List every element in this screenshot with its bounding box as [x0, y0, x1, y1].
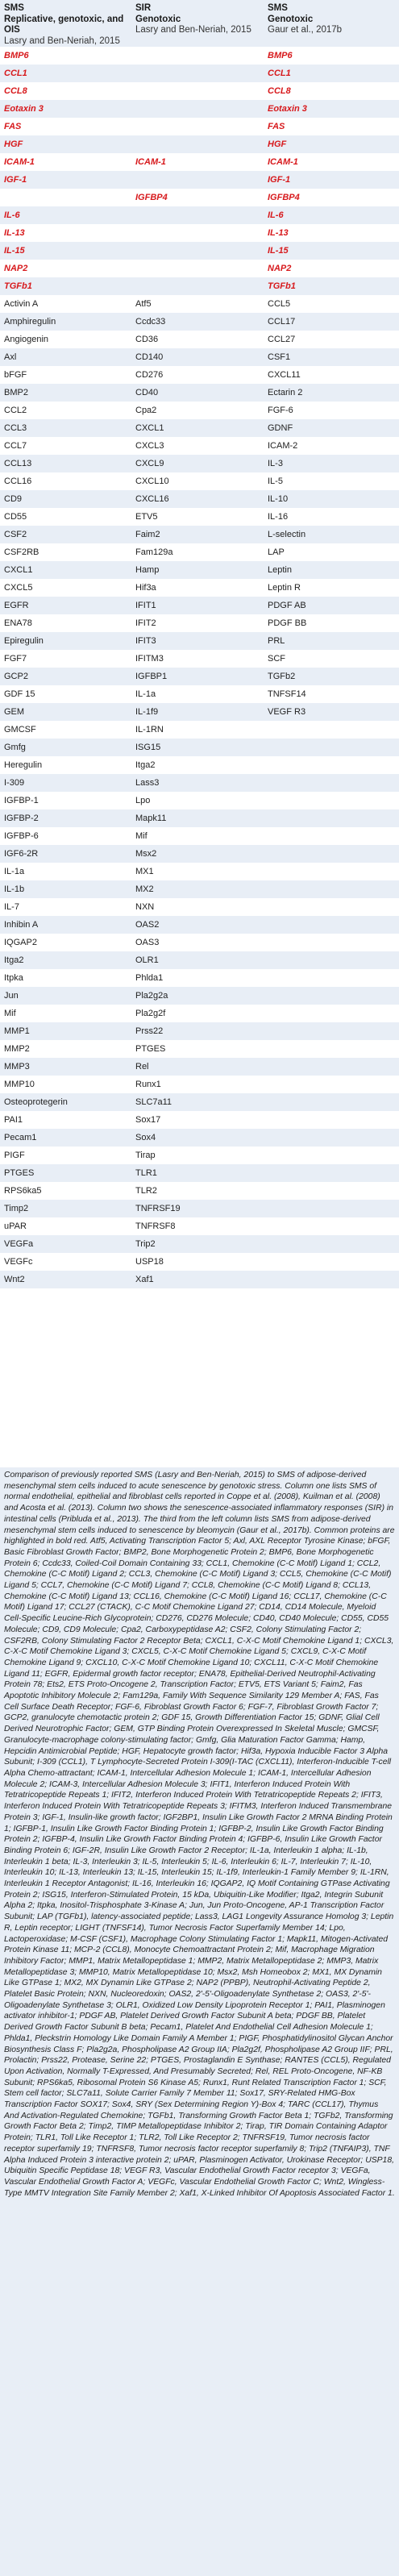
table-cell-col-1: PIGF [4, 1151, 25, 1160]
table-cell-col-2 [135, 118, 260, 135]
table-cell-col-1: bFGF [4, 370, 27, 380]
table-cell-col-3: VEGF R3 [268, 707, 306, 717]
table-row [0, 100, 399, 118]
table-cell-col-3: SCF [268, 654, 285, 664]
table-cell-col-3: TNFSF14 [268, 689, 306, 699]
table-cell-col-3: IGFBP4 [268, 193, 300, 202]
table-cell-col-2: PTGES [135, 1044, 166, 1054]
table-row [0, 650, 399, 668]
table-cell-col-2: Xaf1 [135, 1275, 154, 1284]
table-cell-col-3: CCL17 [268, 317, 296, 327]
table-cell-col-1: HGF [4, 139, 23, 149]
table-cell-col-3: Eotaxin 3 [268, 104, 307, 114]
table-cell-col-2 [135, 65, 260, 82]
table-row [0, 384, 399, 402]
table-body [0, 47, 399, 1288]
table-cell-col-3 [268, 792, 397, 809]
table-row [0, 1147, 399, 1164]
table-cell-col-2: ICAM-1 [135, 157, 166, 167]
table-row [0, 827, 399, 845]
table-cell-col-3: CCL8 [268, 86, 291, 96]
table-cell-col-2: TLR1 [135, 1168, 157, 1178]
table-cell-col-3: ICAM-2 [268, 441, 298, 451]
table-cell-col-3 [268, 863, 397, 880]
table-header [0, 0, 399, 47]
table-row [0, 863, 399, 880]
table-caption [0, 1467, 399, 2576]
table-cell-col-2: Lass3 [135, 778, 160, 788]
table-cell-col-3 [268, 1253, 397, 1271]
table-row [0, 1200, 399, 1217]
table-cell-col-3: CSF1 [268, 352, 291, 362]
table-row [0, 916, 399, 934]
table-cell-col-2: NXN [135, 902, 155, 912]
table-cell-col-2 [135, 82, 260, 100]
table-cell-col-3 [268, 809, 397, 827]
table-cell-col-1: MMP10 [4, 1080, 35, 1089]
table-cell-col-1: Mif [4, 1009, 16, 1018]
table-cell-col-3: IL-3 [268, 459, 283, 468]
table-row [0, 1182, 399, 1200]
table-cell-col-3 [268, 1111, 397, 1129]
table-cell-col-3: IL-15 [268, 246, 289, 256]
table-cell-col-3: IGF-1 [268, 175, 291, 185]
table-cell-col-3 [268, 827, 397, 845]
table-cell-col-2: Hamp [135, 565, 160, 575]
table-cell-col-3 [268, 1164, 397, 1182]
table-cell-col-1: MMP1 [4, 1026, 30, 1036]
table-cell-col-1: IL-1b [4, 884, 25, 894]
table-cell-col-2: Sox4 [135, 1133, 156, 1142]
table-cell-col-2: Msx2 [135, 849, 157, 859]
table-cell-col-2: TLR2 [135, 1186, 157, 1196]
table-row [0, 1076, 399, 1093]
table-row [0, 331, 399, 348]
table-cell-col-3 [268, 1040, 397, 1058]
table-cell-col-3: ICAM-1 [268, 157, 298, 167]
table-cell-col-3 [268, 1058, 397, 1076]
table-row [0, 934, 399, 951]
table-row [0, 561, 399, 579]
table-cell-col-3: PDGF AB [268, 601, 306, 610]
table-cell-col-3 [268, 1217, 397, 1235]
table-cell-col-1: Eotaxin 3 [4, 104, 44, 114]
table-cell-col-3: Leptin [268, 565, 292, 575]
table-row [0, 526, 399, 543]
table-row [0, 1271, 399, 1288]
table-cell-col-1: Itga2 [4, 955, 24, 965]
table-cell-col-3: HGF [268, 139, 287, 149]
table-cell-col-3 [268, 845, 397, 863]
table-cell-col-3: TGFb2 [268, 672, 296, 681]
table-row [0, 845, 399, 863]
header-col-1 [4, 3, 129, 47]
table-cell-col-3: CCL27 [268, 335, 296, 344]
header-col-2-source: Lasry and Ben-Neriah, 2015 [135, 25, 251, 35]
table-cell-col-2: IL-1RN [135, 725, 164, 735]
table-cell-col-1: IL-15 [4, 246, 25, 256]
table-cell-col-1: CCL8 [4, 86, 27, 96]
table-cell-col-1: CCL13 [4, 459, 32, 468]
table-row [0, 437, 399, 455]
table-cell-col-3 [268, 987, 397, 1005]
table-cell-col-1: Osteoprotegerin [4, 1097, 68, 1107]
table-cell-col-3 [268, 756, 397, 774]
table-cell-col-1: CD9 [4, 494, 23, 504]
table-cell-col-2: IL-1a [135, 689, 156, 699]
table-row [0, 82, 399, 100]
table-cell-col-3: NAP2 [268, 264, 292, 273]
table-cell-col-1: CCL3 [4, 423, 27, 433]
table-cell-col-3 [268, 1200, 397, 1217]
table-cell-col-2: CD40 [135, 388, 159, 397]
table-cell-col-2: IFIT3 [135, 636, 156, 646]
table-cell-col-2: Atf5 [135, 299, 152, 309]
table-row [0, 277, 399, 295]
table-cell-col-3: TGFb1 [268, 281, 296, 291]
table-cell-col-3 [268, 898, 397, 916]
table-cell-col-2: ISG15 [135, 743, 161, 752]
table-cell-col-1: FAS [4, 122, 22, 131]
table-row [0, 1058, 399, 1076]
table-cell-col-2: Ccdc33 [135, 317, 166, 327]
table-cell-col-3: PRL [268, 636, 285, 646]
table-row [0, 898, 399, 916]
table-row [0, 1005, 399, 1022]
header-col-2 [135, 3, 260, 36]
table-row [0, 348, 399, 366]
table-row [0, 206, 399, 224]
table-row [0, 490, 399, 508]
table-cell-col-1: Jun [4, 991, 19, 1001]
header-col-3-source: Gaur et al., 2017b [268, 25, 343, 35]
table-row [0, 118, 399, 135]
table-cell-col-2: Phlda1 [135, 973, 164, 983]
table-cell-col-1: Wnt2 [4, 1275, 25, 1284]
table-cell-col-3 [268, 934, 397, 951]
table-row [0, 171, 399, 189]
table-cell-col-1: VEGFa [4, 1239, 34, 1249]
table-cell-col-2: Pla2g2a [135, 991, 168, 1001]
table-row [0, 419, 399, 437]
table-cell-col-2: CD140 [135, 352, 164, 362]
table-row [0, 1093, 399, 1111]
table-cell-col-3 [268, 1235, 397, 1253]
table-cell-col-1: Axl [4, 352, 17, 362]
table-cell-col-1: ENA78 [4, 618, 32, 628]
table-cell-col-3 [268, 739, 397, 756]
table-cell-col-1 [4, 189, 129, 206]
header-col-2-subtitle: Genotoxic [135, 14, 181, 24]
table-cell-col-2: Sox17 [135, 1115, 161, 1125]
table-row [0, 987, 399, 1005]
table-cell-col-2: IGFBP4 [135, 193, 168, 202]
table-cell-col-1: uPAR [4, 1221, 27, 1231]
table-cell-col-3 [268, 1076, 397, 1093]
table-cell-col-3: LAP [268, 547, 285, 557]
table-row [0, 1253, 399, 1271]
table-cell-col-2: TNFRSF8 [135, 1221, 176, 1231]
table-row [0, 951, 399, 969]
caption-text: Comparison of previously reported SMS (Lasry and Ben-Neriah, 2015) to SMS of adipose-derived mesenchymal stem cells induced to acute senescence by genotoxic stress. Column one lists SMS of normal endothelial, epithelial and fibroblast cells reported in Coppe et al. (2008), Kuilman et al. (2008) and Acosta et al. (2013). Column two shows the senescence-associated inflammatory responses (SIR) in intestinal cells (Pribluda et al., 2013). The third from the left column lists SMS from adipose-derived mesenchymal stem cells induced to senescence by bleomycin (Gaur et al., 2017b). Common proteins are highlighted in bold red. Atf5, Activating Transcription Factor 5; Axl, AXL Receptor Tyrosine Kinase; bFGF, Basic Fibroblast Growth Factor; BMP2, Bone Morphogenetic Protein 2; BMP6, Bone Morphogenetic Protein 6; Ccdc33, Coiled-Coil Domain Containing 33; CCL1, Chemokine (C-C Motif) Ligand 1; CCL2, Chemokine (C-C Motif) Ligand 2; CCL3, Chemokine (C-C Motif) Ligand 3; CCL5, Chemokine (C-C Motif) Ligand 5; CCL7, Chemokine (C-C Motif) Ligand 7; CCL8, Chemokine (C-C Motif) Ligand 8; CCL13, Chemokine (C-C Motif) Ligand 13; CCL16, Chemokine (C-C Motif) Ligand 16; CCL17, Chemokine (C-C Motif) Ligand 17; CCL27 (CTACK), C-C Motif Chemokine Ligand 27; CD14, CD14 Molecule, Myeloid Cell-Specific Leucine-Rich Glycoprotein; CD276, CD276 Molecule; CD40, CD40 Molecule; CD55, CD55 Molecule; CD9, CD9 Molecule; Cpa2, Carboxypeptidase A2; CSF2, Colony Stimulating Factor 2; CSF2RB, Colony Stimulating Factor 2 Receptor Beta; CXCL1, C-X-C Motif Chemokine Ligand 1; CXCL3, C-X-C Motif Chemokine Ligand 3; CXCL5, C-X-C Motif Chemokine Ligand 5; CXCL9, C-X-C Motif Chemokine Ligand 9; CXCL10, C-X-C Motif Chemokine Ligand 10; CXCL11, C-X-C Motif Chemokine Ligand 11; EGFR, Epidermal growth factor receptor; ENA78, Epithelial-Derived Neutrophil-Activating Protein 78; Ets2, ETS Proto-Oncogene 2, Transcription Factor; ETV5, ETS Variant 5; Faim2, Fas Apoptotic Inhibitory Molecule 2; Fam129a, Family With Sequence Similarity 129 Member A; FAS, Fas Cell Surface Death Receptor; FGF-6, Fibroblast Growth Factor 6; FGF-7, Fibroblast Growth Factor 7; GCP2, granulocyte chemotactic protein 2; GDF 15, Growth Differentiation Factor 15; GDNF, Glial Cell Derived Neurotrophic Factor; GEM, GTP Binding Protein Overexpressed In Skeletal Muscle; GMCSF, Granulocyte-macrophage colony-stimulating factor; Gmfg, Glia Maturation Factor Gamma; Hamp, Hepcidin Antimicrobial Peptide; HGF, Hepatocyte growth factor; Hif3a, Hypoxia Inducible Factor 3 Alpha Subunit; I-309 (CCL1), T Lymphocyte-Secreted Protein I-309(I-TAC (CXCL11), Interferon-Inducible T-cell Alpha Chemo-attractant; ICAM-1, Intercellular Adhesion Molecule 1; ICAM-1, Intercellular Adhesion Molecule 2; ICAM-3, Intercellular Adhesion Molecule 3; IFIT1, Interferon Induced Protein With Tetratricopeptide Repeats 1; IFIT2, Interferon Induced Protein With Tetratricopeptide Repeats 2; IFIT3, Interferon Induced Protein With Tetratricopeptide Repeats 3; IFITM3, Interferon Induced Transmembrane Protein 3; IGF-1, Insulin-like growth factor; IGF2BP1, Insulin Like Growth Factor 2 MRNA Binding Protein 1; IGFBP-1, Insulin Like Growth Factor Binding Protein 1; IGFBP-2, Insulin Like Growth Factor Binding Protein 2; IGFBP-4, Insulin Like Growth Factor Binding Protein 4; IGFBP-6, Insulin Like Growth Factor Binding Protein 6; IGF-2R, Insulin Like Growth Factor 2 Receptor; IL-1a, Interleukin 1 alpha; IL-1b, Interleukin 1 beta; IL-3, Interleukin 3; IL-5, Interleukin 5; IL-6, Interleukin 6; IL-7, Interleukin 7; IL-10, Interleukin 10; IL-13, Interleukin 13; IL-15, Interleukin 15; IL-1f9, Interleukin-1 Family Member 9; IL-1RN, Interleukin 1 Receptor Antagonist; IL-16, Interleukin 16; IQGAP2, IQ Motif Containing GTPase Activating Protein 2; ISG15, Interferon-Stimulated Protein, 15 kDa, Ubiquitin-Like Modifier; Itga2, Integrin Subunit Alpha 2; Itpka, Inositol-Trisphosphate 3-Kinase A; Jun, Jun Proto-Oncogene, AP-1 Transcription Factor Subunit; LAP (TGFb1), latency-associated peptide; Lass3, LAG1 Longevity Assurance Homolog 3; Leptin R, Leptin receptor; LIGHT (TNFSF14), Tumor Necrosis Factor Superfamily Member 14; Lpo, Lactoperoxidase; M-CSF (CSF1), Macrophage Colony Stimulating Factor 1; Mapk11, Mitogen-Activated Protein Kinase 11; MCP-2 (CCL8), Monocyte Chemoattractant Protein 2; Mif, Macrophage Migration Inhibitory Factor; MMP1, Matrix Metallopeptidase 1; MMP2, Matrix Metallopeptidase 2; MMP3, Matrix Metallopeptidase 3; MMP10, Matrix Metallopeptidase 10; Msx2, Msh Homeobox 2; MX1, MX Dynamin Like GTPase 1; MX2, MX Dynamin Like GTPase 2; NAP2 (PPBP), Neutrophil-Activating Peptide 2, Platelet Basic Protein; NXN, Nucleoredoxin; OAS2, 2'-5'-Oligoadenylate Synthetase 2; OAS3, 2'-5'-Oligoadenylate Synthetase 3; OLR1, Oxidized Low Density Lipoprotein Receptor 1; PAI1, Plasminogen activator inhibitor-1; PDGF AB, Platelet Derived Growth Factor Subunit A beta; PDGF BB, Platelet Derived Growth Factor Subunit B beta; Pecam1, Platelet And Endothelial Cell Adhesion Molecule 1; Phlda1, Pleckstrin Homology Like Domain Family A Member 1; PIGF, Phosphatidylinositol Glycan Anchor Biosynthesis Class F; Pla2g2a, Phospholipase A2 Group IIA; Pla2g2f, Phospholipase A2 Group IIF; PRL, Prolactin; Prss22, Protease, Serine 22; PTGES, Prostaglandin E Synthase; RANTES (CCL5), Regulated Upon Activation, Normally T-Expressed, And Presumably Secreted; Rel, REL Proto-Oncogene, NF-KB Subunit; RPS6ka5, Ribosomal Protein S6 Kinase A5; Runx1, Runt Related Transcription Factor 1; SCF, Stem cell factor; SLC7a11, Solute Carrier Family 7 Member 11; Sox17, SRY-Related HMG-Box Transcription Factor SOX17; Sox4, SRY (Sex Determining Region Y)-Box 4; TARC (CCL17), Thymus And Activation-Regulated Chemokine; TGFb1, Transforming Growth Factor Beta 1; TGFb2, Transforming Growth Factor Beta 2; Timp2, TIMP Metallopeptidase Inhibitor 2; Tirap, TIR Domain Containing Adaptor Protein; TLR1, Toll Like Receptor 1; TLR2, Toll Like Receptor 2; TNFRSF19, Tumor necrosis factor receptor superfamily 19; TNFRSF8, Tumor necrosis factor receptor superfamily 8; Trip2 (TNFAIP3), TNF Alpha Induced Protein 3 interactive protein 2; uPAR, Plasminogen Activator, Urokinase Receptor; USP18, Ubiquitin Specific Peptidase 18; VEGF R3, Vascular Endothelial Growth Factor receptor 3; VEGFa, Vascular Endothelial Growth Factor A; VEGFc, Vascular Endothelial Growth Factor C; Wnt2, Wingless-Type MMTV Integration Site Family Member 2; Xaf1, X-Linked Inhibitor Of Apoptosis Associated Factor 1. [4, 1471, 395, 2198]
table-cell-col-2: USP18 [135, 1257, 164, 1267]
table-cell-col-2: Rel [135, 1062, 149, 1072]
table-cell-col-2: ETV5 [135, 512, 158, 522]
table-cell-col-3: BMP6 [268, 51, 293, 60]
table-row [0, 65, 399, 82]
table-cell-col-1: Timp2 [4, 1204, 29, 1213]
table-row [0, 224, 399, 242]
table-row [0, 135, 399, 153]
table-cell-col-2: OLR1 [135, 955, 159, 965]
table-cell-col-3: IL-13 [268, 228, 289, 238]
table-cell-col-1: IGFBP-6 [4, 831, 39, 841]
table-cell-col-2 [135, 224, 260, 242]
table-cell-col-1: Pecam1 [4, 1133, 37, 1142]
table-cell-col-1: CD55 [4, 512, 27, 522]
table-cell-col-2: Trip2 [135, 1239, 156, 1249]
table-cell-col-2: CD276 [135, 370, 164, 380]
table-cell-col-2: CD36 [135, 335, 159, 344]
table-cell-col-2 [135, 135, 260, 153]
table-cell-col-2: Itga2 [135, 760, 156, 770]
table-row [0, 1129, 399, 1147]
table-cell-col-1: PAI1 [4, 1115, 23, 1125]
table-row [0, 260, 399, 277]
table-cell-col-1: EGFR [4, 601, 29, 610]
table-row [0, 739, 399, 756]
table-row [0, 1164, 399, 1182]
table-cell-col-1: PTGES [4, 1168, 35, 1178]
table-cell-col-1: IGF-1 [4, 175, 27, 185]
table-cell-col-3: CCL1 [268, 69, 291, 78]
table-cell-col-2: Cpa2 [135, 406, 157, 415]
table-cell-col-2: IFITM3 [135, 654, 164, 664]
table-cell-col-2: MX2 [135, 884, 154, 894]
table-cell-col-2: Pla2g2f [135, 1009, 166, 1018]
table-row [0, 685, 399, 703]
table-cell-col-1: IQGAP2 [4, 938, 37, 947]
table-row [0, 153, 399, 171]
table-cell-col-2: SLC7a11 [135, 1097, 172, 1107]
table-cell-col-1: CXCL1 [4, 565, 33, 575]
table-row [0, 969, 399, 987]
table-cell-col-1: IGF6-2R [4, 849, 39, 859]
table-row [0, 579, 399, 597]
table-cell-col-1: IL-6 [4, 210, 20, 220]
table-row [0, 472, 399, 490]
table-row [0, 1235, 399, 1253]
table-cell-col-2: OAS2 [135, 920, 160, 930]
table-cell-col-2: CXCL10 [135, 476, 169, 486]
table-cell-col-1: Inhibin A [4, 920, 39, 930]
table-row [0, 189, 399, 206]
table-cell-col-3 [268, 880, 397, 898]
table-cell-col-1: IL-1a [4, 867, 25, 876]
table-row [0, 756, 399, 774]
table-cell-col-3 [268, 969, 397, 987]
table-row [0, 774, 399, 792]
table-cell-col-3: IL-10 [268, 494, 289, 504]
table-cell-col-1: CSF2 [4, 530, 27, 539]
header-col-3-title: SMS [268, 3, 288, 13]
table-cell-col-1: I-309 [4, 778, 25, 788]
table-cell-col-1: Epiregulin [4, 636, 44, 646]
table-cell-col-1: Amphiregulin [4, 317, 56, 327]
table-cell-col-2: TNFRSF19 [135, 1204, 181, 1213]
table-cell-col-2: IFIT2 [135, 618, 156, 628]
table-cell-col-1: Activin A [4, 299, 39, 309]
table-cell-col-1: MMP2 [4, 1044, 30, 1054]
table-cell-col-2: Hif3a [135, 583, 156, 593]
table-cell-col-1: CXCL5 [4, 583, 33, 593]
table-row [0, 614, 399, 632]
table-cell-col-1: Heregulin [4, 760, 43, 770]
table-cell-col-3 [268, 1005, 397, 1022]
table-row [0, 632, 399, 650]
table-cell-col-1: CCL7 [4, 441, 27, 451]
table-cell-col-1: NAP2 [4, 264, 28, 273]
table-cell-col-1: GCP2 [4, 672, 28, 681]
table-row [0, 597, 399, 614]
table-row [0, 792, 399, 809]
table-cell-col-1: RPS6ka5 [4, 1186, 42, 1196]
table-cell-col-1: TGFb1 [4, 281, 32, 291]
table-cell-col-1: BMP6 [4, 51, 29, 60]
table-row [0, 809, 399, 827]
table-row [0, 508, 399, 526]
table-cell-col-3 [268, 916, 397, 934]
table-row [0, 366, 399, 384]
table-cell-col-1: IGFBP-1 [4, 796, 39, 805]
table-cell-col-1: Itpka [4, 973, 23, 983]
table-cell-col-2 [135, 47, 260, 65]
header-col-3-subtitle: Genotoxic [268, 14, 314, 24]
table-cell-col-2 [135, 171, 260, 189]
table-cell-col-1: IGFBP-2 [4, 814, 39, 823]
table-row [0, 1040, 399, 1058]
table-cell-col-1: GDF 15 [4, 689, 35, 699]
table-row [0, 47, 399, 65]
table-row [0, 703, 399, 721]
table-cell-col-2 [135, 242, 260, 260]
table-cell-col-2: Tirap [135, 1151, 156, 1160]
table-cell-col-3: Leptin R [268, 583, 301, 593]
table-cell-col-3: IL-6 [268, 210, 284, 220]
header-col-1-title: SMS [4, 3, 24, 13]
table-cell-col-2: Mif [135, 831, 148, 841]
header-col-1-subtitle: Replicative, genotoxic, and OIS [4, 14, 124, 35]
table-cell-col-3 [268, 721, 397, 739]
table-cell-col-2 [135, 100, 260, 118]
table-cell-col-3 [268, 1147, 397, 1164]
table-cell-col-3 [268, 1129, 397, 1147]
table-cell-col-1: CCL16 [4, 476, 32, 486]
header-col-3 [268, 3, 397, 36]
table-row [0, 295, 399, 313]
table-row [0, 242, 399, 260]
table-cell-col-2: OAS3 [135, 938, 160, 947]
table-row [0, 880, 399, 898]
table-cell-col-2: IFIT1 [135, 601, 156, 610]
table-cell-col-3 [268, 1022, 397, 1040]
table-cell-col-2: Runx1 [135, 1080, 161, 1089]
table-cell-col-3: IL-5 [268, 476, 283, 486]
table-cell-col-3: CXCL11 [268, 370, 301, 380]
table-cell-col-3 [268, 951, 397, 969]
table-cell-col-1: ICAM-1 [4, 157, 35, 167]
table-cell-col-2 [135, 277, 260, 295]
table-row [0, 721, 399, 739]
table-cell-col-3 [268, 1182, 397, 1200]
table-cell-col-2: CXCL1 [135, 423, 164, 433]
table-cell-col-3: GDNF [268, 423, 293, 433]
table-cell-col-1: BMP2 [4, 388, 28, 397]
table-cell-col-1: GEM [4, 707, 25, 717]
table-cell-col-3: FAS [268, 122, 285, 131]
table-row [0, 313, 399, 331]
table-cell-col-2: Fam129a [135, 547, 173, 557]
table-cell-col-3: Ectarin 2 [268, 388, 303, 397]
table-cell-col-2 [135, 206, 260, 224]
table-cell-col-2: IL-1f9 [135, 707, 159, 717]
table-cell-col-3 [268, 1271, 397, 1288]
table-cell-col-2: Mapk11 [135, 814, 167, 823]
table-cell-col-1: Gmfg [4, 743, 26, 752]
table-cell-col-1: IL-7 [4, 902, 19, 912]
table-row [0, 455, 399, 472]
header-col-1-source: Lasry and Ben-Neriah, 2015 [4, 35, 120, 46]
table-cell-col-3: IL-16 [268, 512, 289, 522]
table-row [0, 668, 399, 685]
table-cell-col-1: CSF2RB [4, 547, 39, 557]
table-cell-col-1: Angiogenin [4, 335, 49, 344]
table-cell-col-3 [268, 774, 397, 792]
table-cell-col-1: IL-13 [4, 228, 25, 238]
table-cell-col-3: CCL5 [268, 299, 291, 309]
table-cell-col-2: IGFBP1 [135, 672, 168, 681]
table-cell-col-2 [135, 260, 260, 277]
table-row [0, 402, 399, 419]
table-cell-col-1: MMP3 [4, 1062, 30, 1072]
table-cell-col-1: GMCSF [4, 725, 36, 735]
table-cell-col-2: CXCL16 [135, 494, 169, 504]
table-cell-col-1: FGF7 [4, 654, 27, 664]
table-cell-col-2: Lpo [135, 796, 151, 805]
table-cell-col-1: VEGFc [4, 1257, 33, 1267]
table-cell-col-3: L-selectin [268, 530, 306, 539]
table-cell-col-1: CCL2 [4, 406, 27, 415]
table-cell-col-3 [268, 1093, 397, 1111]
table-row [0, 543, 399, 561]
table-cell-col-3: PDGF BB [268, 618, 307, 628]
table-cell-col-2: CXCL9 [135, 459, 164, 468]
table-cell-col-3: FGF-6 [268, 406, 293, 415]
table-cell-col-2: CXCL3 [135, 441, 164, 451]
table-cell-col-2: MX1 [135, 867, 154, 876]
table-cell-col-2: Prss22 [135, 1026, 164, 1036]
header-col-2-title: SIR [135, 3, 152, 13]
table-row [0, 1022, 399, 1040]
table-cell-col-2: Faim2 [135, 530, 160, 539]
table-row [0, 1111, 399, 1129]
table-cell-col-1: CCL1 [4, 69, 27, 78]
table-row [0, 1217, 399, 1235]
